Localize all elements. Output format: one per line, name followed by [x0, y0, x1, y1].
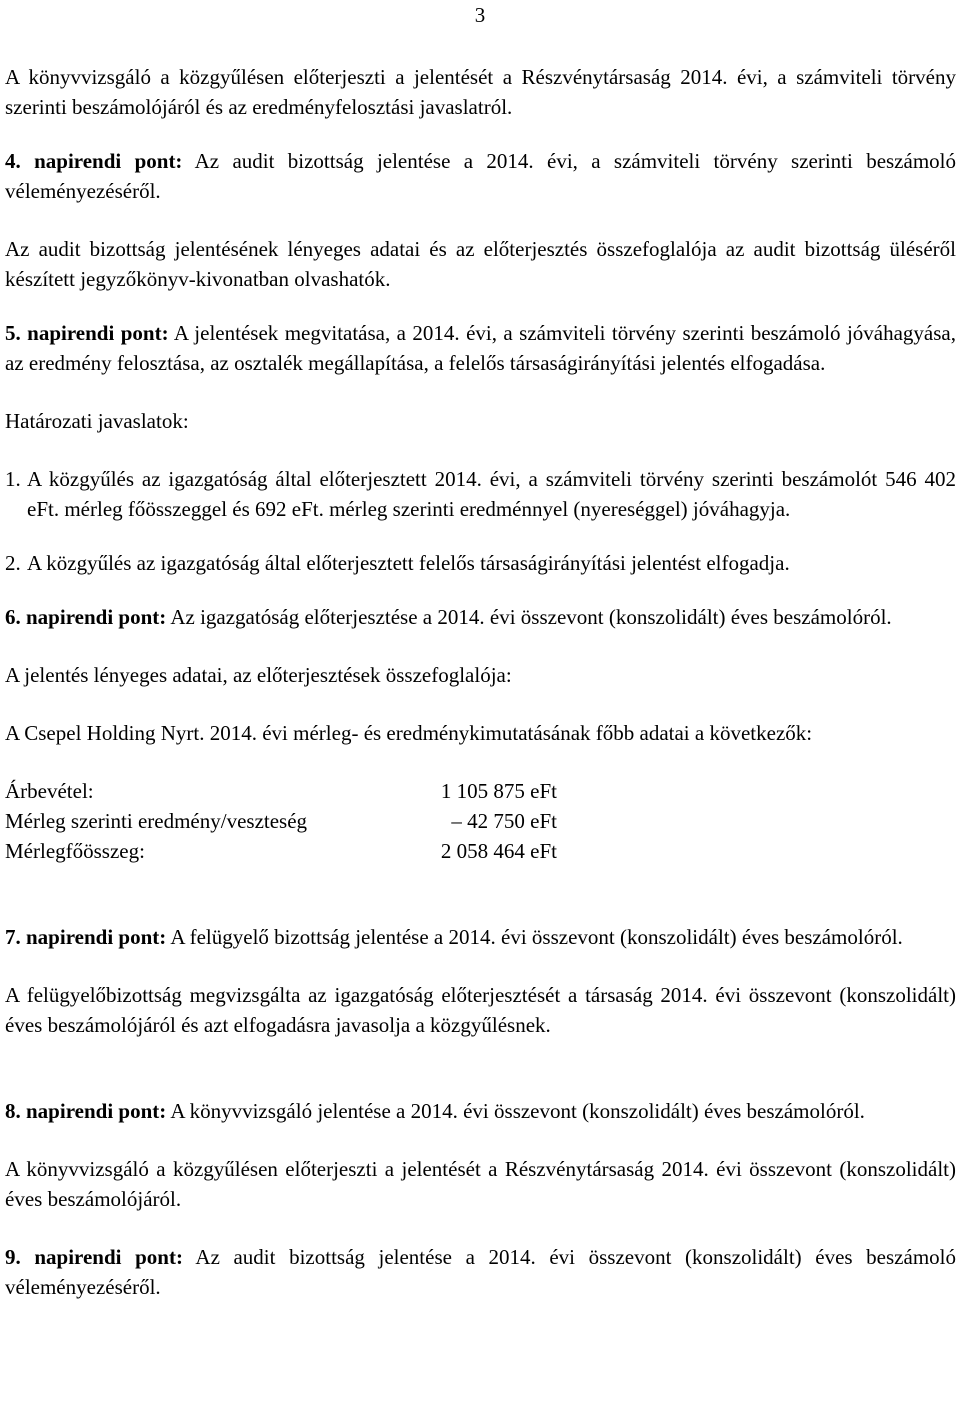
- agenda-item-text: A felügyelő bizottság jelentése a 2014. évi összevont (konszolidált) éves beszámolóról.: [166, 925, 903, 949]
- resolution-text: A közgyűlés az igazgatóság által előterjesztett felelős társaságirányítási jelentést elfogadja.: [27, 551, 790, 575]
- paragraph-key-figures: A Csepel Holding Nyrt. 2014. évi mérleg- és eredménykimutatásának főbb adatai a következők:: [5, 721, 813, 745]
- agenda-item-8: [5, 1096, 956, 1126]
- financials-value: 2 058 464 eFt: [440, 839, 557, 863]
- paragraph-auditor-report: A könyvvizsgáló a közgyűlésen előterjeszti a jelentését a Részvénytársaság 2014. évi, a számviteli törvény szerinti beszámolójáról és az eredményfelosztási javaslatról.: [5, 65, 956, 119]
- financials-label: Árbevétel:: [5, 779, 94, 803]
- financials-value: 1 105 875 eFt: [440, 779, 557, 803]
- financials-table: [5, 776, 956, 866]
- agenda-item-4: [5, 146, 956, 206]
- agenda-item-9: [5, 1242, 956, 1302]
- resolution-1: [5, 464, 956, 524]
- agenda-item-text: Az audit bizottság jelentése a 2014. évi, a számviteli törvény szerinti beszámoló véleményezéséről.: [5, 149, 956, 203]
- agenda-item-label: 5. napirendi pont:: [5, 321, 169, 345]
- paragraph-report-summary: A jelentés lényeges adatai, az előterjesztések összefoglalója:: [5, 663, 512, 687]
- paragraph-audit-committee: Az audit bizottság jelentésének lényeges adatai és az előterjesztés összefoglalója az audit bizottság üléséről készített jegyzőkönyv-kivonatban olvashatók.: [5, 237, 956, 291]
- resolution-text: A közgyűlés az igazgatóság által előterjesztett 2014. évi, a számviteli törvény szerinti beszámolót 546 402 eFt. mérleg főösszeggel és 692 eFt. mérleg szerinti eredménnyel (nyereséggel) jóváhagyja.: [27, 467, 956, 521]
- agenda-item-6: [5, 602, 956, 632]
- paragraph-auditor-consolidated: A könyvvizsgáló a közgyűlésen előterjeszti a jelentését a Részvénytársaság 2014. évi összevont (konszolidált) éves beszámolójáról.: [5, 1157, 956, 1211]
- resolution-2: [5, 548, 956, 578]
- document-body: [5, 62, 956, 1302]
- agenda-item-label: 8. napirendi pont:: [5, 1099, 167, 1123]
- agenda-item-label: 7. napirendi pont:: [5, 925, 167, 949]
- agenda-item-text: Az audit bizottság jelentése a 2014. évi összevont (konszolidált) éves beszámoló véleményezéséről.: [5, 1245, 956, 1299]
- agenda-item-text: A jelentések megvitatása, a 2014. évi, a számviteli törvény szerinti beszámoló jóváhagyása, az eredmény felosztása, az osztalék megállapítása, a felelős társaságirányítási jelentés elfogadása.: [5, 321, 956, 375]
- agenda-item-label: 9. napirendi pont:: [5, 1245, 183, 1269]
- proposals-heading: Határozati javaslatok:: [5, 409, 189, 433]
- paragraph-supervisory-board: A felügyelőbizottság megvizsgálta az igazgatóság előterjesztését a társaság 2014. évi összevont (konszolidált) éves beszámolójáról és azt elfogadásra javasolja a közgyűlésnek.: [5, 983, 956, 1037]
- agenda-item-7: [5, 922, 956, 952]
- page-number: 3: [474, 3, 486, 27]
- financials-value: – 42 750 eFt: [451, 809, 557, 833]
- agenda-item-label: 4. napirendi pont:: [5, 149, 183, 173]
- agenda-item-5: [5, 318, 956, 378]
- agenda-item-text: A könyvvizsgáló jelentése a 2014. évi összevont (konszolidált) éves beszámolóról.: [166, 1099, 865, 1123]
- resolution-number: 1.: [5, 467, 21, 491]
- resolution-number: 2.: [5, 551, 21, 575]
- agenda-item-text: Az igazgatóság előterjesztése a 2014. évi összevont (konszolidált) éves beszámolóról.: [166, 605, 892, 629]
- financials-label: Mérlegfőösszeg:: [5, 839, 145, 863]
- financials-label: Mérleg szerinti eredmény/veszteség: [5, 809, 308, 833]
- agenda-item-label: 6. napirendi pont:: [5, 605, 167, 629]
